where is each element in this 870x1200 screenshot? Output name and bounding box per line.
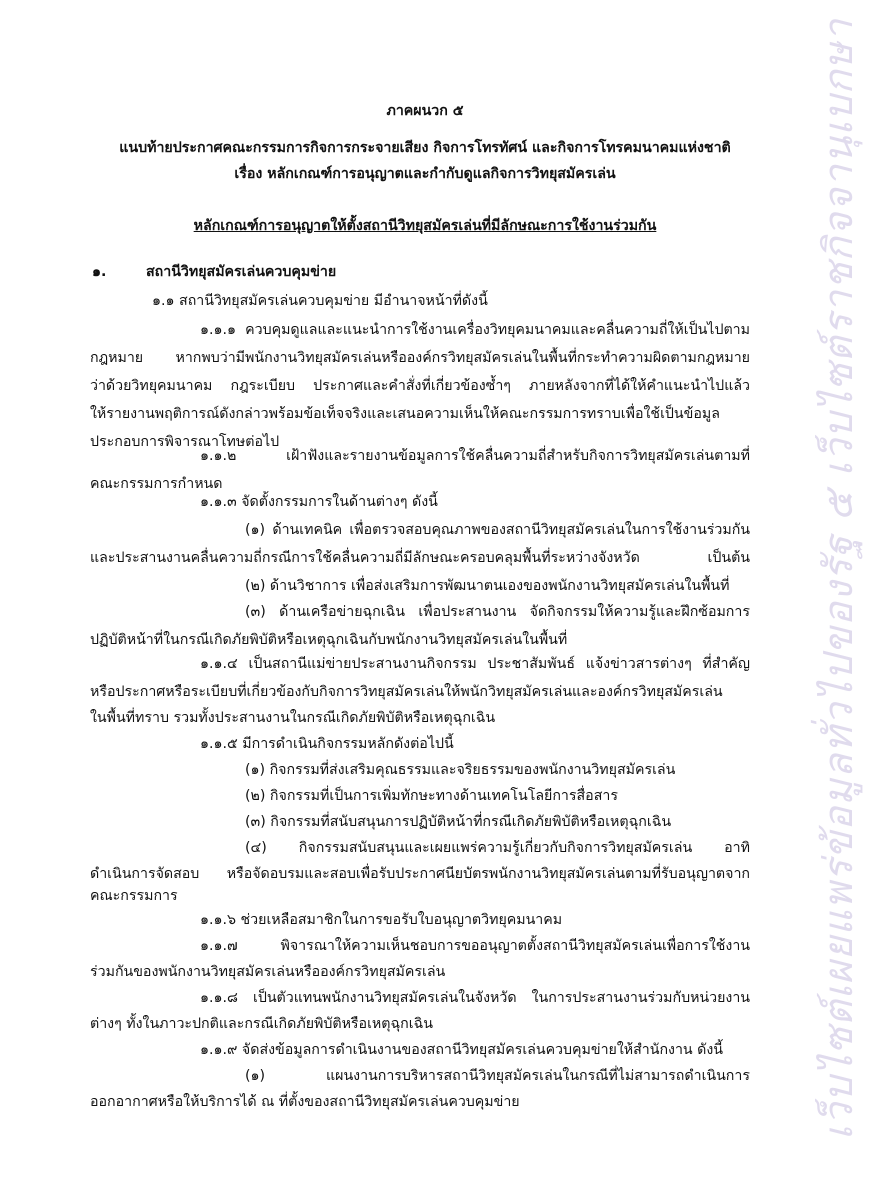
subtitle-line-2: เรื่อง หลักเกณฑ์การอนุญาตและกำกับดูแลกิจการวิทยุสมัครเล่น [234, 166, 616, 182]
section-number: ๑. [92, 264, 107, 280]
activity-item: (๑) กิจกรรมที่ส่งเสริมคุณธรรมและจริยธรรมของพนักงานวิทยุสมัครเล่น [245, 762, 676, 778]
text-line: คณะกรรมการกำหนด [90, 476, 223, 492]
text-line: กฎหมาย หากพบว่ามีพนักงานวิทยุสมัครเล่นหรือองค์กรวิทยุสมัครเล่นในพื้นที่กระทำความผิดตามกฎหมาย [90, 350, 750, 366]
activity-item: (๒) กิจกรรมที่เป็นการเพิ่มทักษะทางด้านเทคโนโลยีการสื่อสาร [245, 788, 618, 804]
annex-title: ภาคผนวก ๕ [386, 103, 464, 119]
text-line: ออกอากาศหรือให้บริการได้ ณ ที่ตั้งของสถานีวิทยุสมัครเล่นควบคุมข่าย [90, 1094, 520, 1110]
watermark: เว็บไซต์เผยแพร่ข้อมูลทั่วไปของรัฐ ๕ เว็บไซต์ราชกิจจานุเบกษา [816, 18, 862, 1140]
text-line: ให้รายงานพฤติการณ์ดังกล่าวพร้อมข้อเท็จจริงและเสนอความเห็นให้คณะกรรมการทราบเพื่อใช้เป็นข้อมูล [90, 406, 720, 422]
clause-1-1-4: ๑.๑.๔ เป็นสถานีแม่ข่ายประสานงานกิจกรรม ประชาสัมพันธ์ แจ้งข่าวสารต่างๆ ที่สำคัญ [200, 656, 750, 672]
activity-item: (๓) กิจกรรมที่สนับสนุนการปฏิบัติหน้าที่กรณีเกิดภัยพิบัติหรือเหตุฉุกเฉิน [245, 814, 672, 830]
text-line: ดำเนินการจัดสอบ หรือจัดอบรมและสอบเพื่อรับประกาศนียบัตรพนักงานวิทยุสมัครเล่นตามที่รับอนุญาตจาก [90, 866, 750, 882]
text-line: ประกอบการพิจารณาโทษต่อไป [90, 434, 280, 450]
text-line: ร่วมกันของพนักงานวิทยุสมัครเล่นหรือองค์กรวิทยุสมัครเล่น [90, 964, 446, 980]
clause-1-1-7: ๑.๑.๗ พิจารณาให้ความเห็นชอบการขออนุญาตตั้งสถานีวิทยุสมัครเล่นเพื่อการใช้งาน [200, 938, 750, 954]
subtitle-line-1: แนบท้ายประกาศคณะกรรมการกิจการกระจายเสียง กิจการโทรทัศน์ และกิจการโทรคมนาคมแห่งชาติ [119, 140, 731, 156]
text-line: หรือประกาศหรือระเบียบที่เกี่ยวข้องกับกิจการวิทยุสมัครเล่นให้พนักวิทยุสมัครเล่นและองค์กรวิทยุสมัครเล่น [90, 684, 723, 700]
text-line: ในพื้นที่ทราบ รวมทั้งประสานงานในกรณีเกิดภัยพิบัติหรือเหตุฉุกเฉิน [90, 710, 496, 726]
text-line: ว่าด้วยวิทยุคมนาคม กฎระเบียบ ประกาศและคำสั่งที่เกี่ยวข้องซ้ำๆ ภายหลังจากที่ได้ให้คำแนะนำไปแล้ว [90, 378, 750, 394]
text-line: ปฏิบัติหน้าที่ในกรณีเกิดภัยพิบัติหรือเหตุฉุกเฉินกับพนักงานวิทยุสมัครเล่นในพื้นที่ [90, 632, 568, 648]
item-emergency-network: (๓) ด้านเครือข่ายฉุกเฉิน เพื่อประสานงาน จัดกิจกรรมให้ความรู้และฝึกซ้อมการ [245, 604, 750, 620]
item-academic: (๒) ด้านวิชาการ เพื่อส่งเสริมการพัฒนาตนเองของพนักงานวิทยุสมัครเล่นในพื้นที่ [245, 578, 730, 594]
clause-1-1: ๑.๑ สถานีวิทยุสมัครเล่นควบคุมข่าย มีอำนาจหน้าที่ดังนี้ [152, 293, 488, 309]
clause-1-1-5: ๑.๑.๕ มีการดำเนินกิจกรรมหลักดังต่อไปนี้ [200, 736, 454, 752]
activity-item: (๔) กิจกรรมสนับสนุนและเผยแพร่ความรู้เกี่ยวกับกิจการวิทยุสมัครเล่น อาทิ [245, 840, 750, 856]
clause-1-1-2: ๑.๑.๒ เฝ้าฟังและรายงานข้อมูลการใช้คลื่นความถี่สำหรับกิจการวิทยุสมัครเล่นตามที่ [200, 448, 750, 464]
report-item: (๑) แผนงานการบริหารสถานีวิทยุสมัครเล่นในกรณีที่ไม่สามารถดำเนินการ [245, 1068, 750, 1084]
section-heading: หลักเกณฑ์การอนุญาตให้ตั้งสถานีวิทยุสมัครเล่นที่มีลักษณะการใช้งานร่วมกัน [193, 218, 657, 234]
text-line: และประสานงานคลื่นความถี่กรณีการใช้คลื่นความถี่มีลักษณะครอบคลุมพื้นที่ระหว่างจังหวัด เป็นต้น [90, 550, 750, 566]
text-line: ต่างๆ ทั้งในภาวะปกติและกรณีเกิดภัยพิบัติหรือเหตุฉุกเฉิน [90, 1016, 433, 1032]
clause-1-1-6: ๑.๑.๖ ช่วยเหลือสมาชิกในการขอรับใบอนุญาตวิทยุคมนาคม [200, 912, 563, 928]
item-technical: (๑) ด้านเทคนิค เพื่อตรวจสอบคุณภาพของสถานีวิทยุสมัครเล่นในการใช้งานร่วมกัน [245, 522, 750, 538]
clause-1-1-9: ๑.๑.๙ จัดส่งข้อมูลการดำเนินงานของสถานีวิทยุสมัครเล่นควบคุมข่ายให้สำนักงาน ดังนี้ [200, 1042, 723, 1058]
text-line: คณะกรรมการ [90, 888, 178, 904]
clause-1-1-8: ๑.๑.๘ เป็นตัวแทนพนักงานวิทยุสมัครเล่นในจังหวัด ในการประสานงานร่วมกับหน่วยงาน [200, 990, 750, 1006]
clause-1-1-1: ๑.๑.๑ ควบคุมดูแลและแนะนำการใช้งานเครื่องวิทยุคมนาคมและคลื่นความถี่ให้เป็นไปตาม [200, 322, 750, 338]
clause-1-1-3: ๑.๑.๓ จัดตั้งกรรมการในด้านต่างๆ ดังนี้ [200, 494, 438, 510]
section-title: สถานีวิทยุสมัครเล่นควบคุมข่าย [146, 264, 337, 280]
